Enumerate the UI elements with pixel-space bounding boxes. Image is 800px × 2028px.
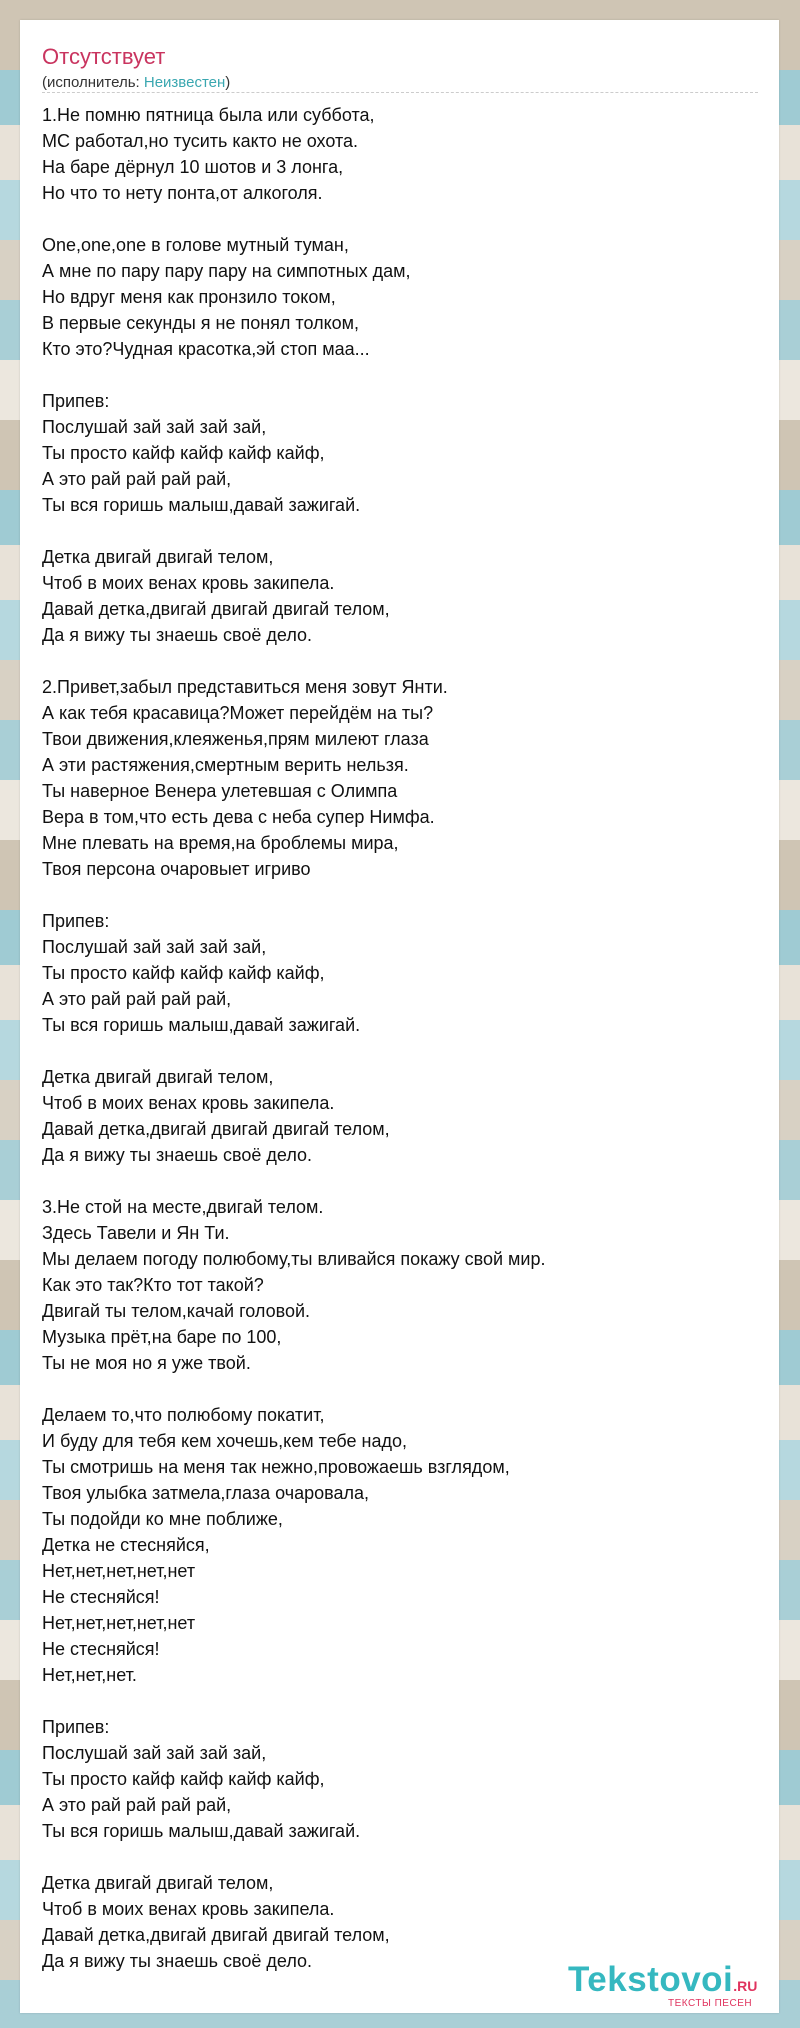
lyric-line: Да я вижу ты знаешь своё дело. <box>42 1145 313 1165</box>
lyric-line: Ты не моя но я уже твой. <box>42 1353 251 1373</box>
lyric-line: 1.Не помню пятница была или суббота, <box>42 105 375 125</box>
lyrics-stanza <box>42 908 762 1038</box>
lyric-line: А как тебя красавица?Может перейдём на ты? <box>42 703 434 723</box>
lyrics-stanza <box>42 674 762 882</box>
lyric-line: Твои движения,клеяженья,прям милеют глаза <box>42 729 429 749</box>
lyric-line: 3.Не стой на месте,двигай телом. <box>42 1197 324 1217</box>
logo-text: Tekstovoi <box>568 1960 734 1999</box>
lyric-line: Нет,нет,нет,нет,нет <box>42 1561 196 1581</box>
lyric-line: Да я вижу ты знаешь своё дело. <box>42 1951 313 1971</box>
lyric-line: МС работал,но тусить както не охота. <box>42 131 359 151</box>
lyric-line: Припев: <box>42 911 110 931</box>
lyric-line: Ты просто кайф кайф кайф кайф, <box>42 1769 325 1789</box>
lyric-line: Послушай зай зай зай зай, <box>42 1743 267 1763</box>
lyric-line: Здесь Тавели и Ян Ти. <box>42 1223 230 1243</box>
lyric-line: Мне плевать на время,на броблемы мира, <box>42 833 399 853</box>
lyric-line: Мы делаем погоду полюбому,ты вливайся покажу свой мир. <box>42 1249 546 1269</box>
lyric-line: Детка двигай двигай телом, <box>42 1873 274 1893</box>
lyrics-stanza <box>42 102 762 206</box>
lyric-line: Не стесняйся! <box>42 1587 160 1607</box>
lyric-line: Ты вся горишь малыш,давай зажигай. <box>42 495 361 515</box>
lyric-line: Послушай зай зай зай зай, <box>42 417 267 437</box>
lyric-line: Но что то нету понта,от алкоголя. <box>42 183 323 203</box>
song-title: Отсутствует <box>42 44 166 69</box>
lyrics-stanza <box>42 1714 762 1844</box>
lyric-line: А это рай рай рай рай, <box>42 469 232 489</box>
lyric-line: На баре дёрнул 10 шотов и 3 лонга, <box>42 157 344 177</box>
lyric-line: Как это так?Кто тот такой? <box>42 1275 264 1295</box>
lyrics-stanza <box>42 232 762 362</box>
lyric-line: 2.Привет,забыл представиться меня зовут Янти. <box>42 677 448 697</box>
lyric-line: Не стесняйся! <box>42 1639 160 1659</box>
lyric-line: Делаем то,что полюбому покатит, <box>42 1405 325 1425</box>
lyric-line: Кто это?Чудная красотка,эй стоп маа... <box>42 339 370 359</box>
site-logo[interactable] <box>568 1960 768 2008</box>
lyric-line: Детка не стесняйся, <box>42 1535 210 1555</box>
lyric-line: Твоя персона очаровыет игриво <box>42 859 311 879</box>
lyrics-card <box>20 20 779 2013</box>
lyric-line: Чтоб в моих венах кровь закипела. <box>42 573 335 593</box>
artist-link[interactable]: Неизвестен <box>143 74 226 91</box>
lyric-line: Твоя улыбка затмела,глаза очаровала, <box>42 1483 370 1503</box>
lyric-line: Ты вся горишь малыш,давай зажигай. <box>42 1015 361 1035</box>
lyric-line: Музыка прёт,на баре по 100, <box>42 1327 282 1347</box>
logo-tagline: ТЕКСТЫ ПЕСЕН <box>668 1998 753 2009</box>
lyrics-stanza <box>42 1064 762 1168</box>
artist-suffix: ) <box>225 74 231 91</box>
lyric-line: Давай детка,двигай двигай двигай телом, <box>42 1925 390 1945</box>
lyric-line: Ты наверное Венера улетевшая с Олимпа <box>42 781 398 801</box>
lyric-line: Двигай ты телом,качай головой. <box>42 1301 311 1321</box>
lyric-line: А эти растяжения,смертным верить нельзя. <box>42 755 409 775</box>
lyric-line: Детка двигай двигай телом, <box>42 1067 274 1087</box>
lyric-line: Чтоб в моих венах кровь закипела. <box>42 1093 335 1113</box>
lyrics-stanza <box>42 1870 762 1974</box>
lyric-line: И буду для тебя кем хочешь,кем тебе надо, <box>42 1431 408 1451</box>
lyric-line: Давай детка,двигай двигай двигай телом, <box>42 599 390 619</box>
lyric-line: Да я вижу ты знаешь своё дело. <box>42 625 313 645</box>
lyric-line: Чтоб в моих венах кровь закипела. <box>42 1899 335 1919</box>
lyric-line: Ты просто кайф кайф кайф кайф, <box>42 963 325 983</box>
lyrics-body <box>42 102 762 2000</box>
lyric-line: Вера в том,что есть дева с неба супер Нимфа. <box>42 807 435 827</box>
lyric-line: Ты подойди ко мне поближе, <box>42 1509 283 1529</box>
lyric-line: Давай детка,двигай двигай двигай телом, <box>42 1119 390 1139</box>
lyric-line: Ты вся горишь малыш,давай зажигай. <box>42 1821 361 1841</box>
lyric-line: Ты просто кайф кайф кайф кайф, <box>42 443 325 463</box>
lyric-line: В первые секунды я не понял толком, <box>42 313 360 333</box>
lyrics-stanza <box>42 388 762 518</box>
lyrics-stanza <box>42 1402 762 1688</box>
lyric-line: Припев: <box>42 1717 110 1737</box>
lyric-line: Послушай зай зай зай зай, <box>42 937 267 957</box>
lyrics-stanza <box>42 544 762 648</box>
divider <box>42 92 758 93</box>
lyric-line: Нет,нет,нет. <box>42 1665 137 1685</box>
lyric-line: One,one,one в голове мутный туман, <box>42 235 349 255</box>
lyric-line: А это рай рай рай рай, <box>42 989 232 1009</box>
lyrics-stanza <box>42 1194 762 1376</box>
artist-prefix: (исполнитель: <box>42 74 144 91</box>
lyric-line: А мне по пару пару пару на симпотных дам, <box>42 261 411 281</box>
lyric-line: А это рай рай рай рай, <box>42 1795 232 1815</box>
artist-line <box>42 74 230 91</box>
logo-tld: .RU <box>733 1978 758 1994</box>
lyric-line: Припев: <box>42 391 110 411</box>
lyric-line: Нет,нет,нет,нет,нет <box>42 1613 196 1633</box>
lyric-line: Ты смотришь на меня так нежно,провожаешь взглядом, <box>42 1457 510 1477</box>
lyric-line: Но вдруг меня как пронзило током, <box>42 287 336 307</box>
lyric-line: Детка двигай двигай телом, <box>42 547 274 567</box>
